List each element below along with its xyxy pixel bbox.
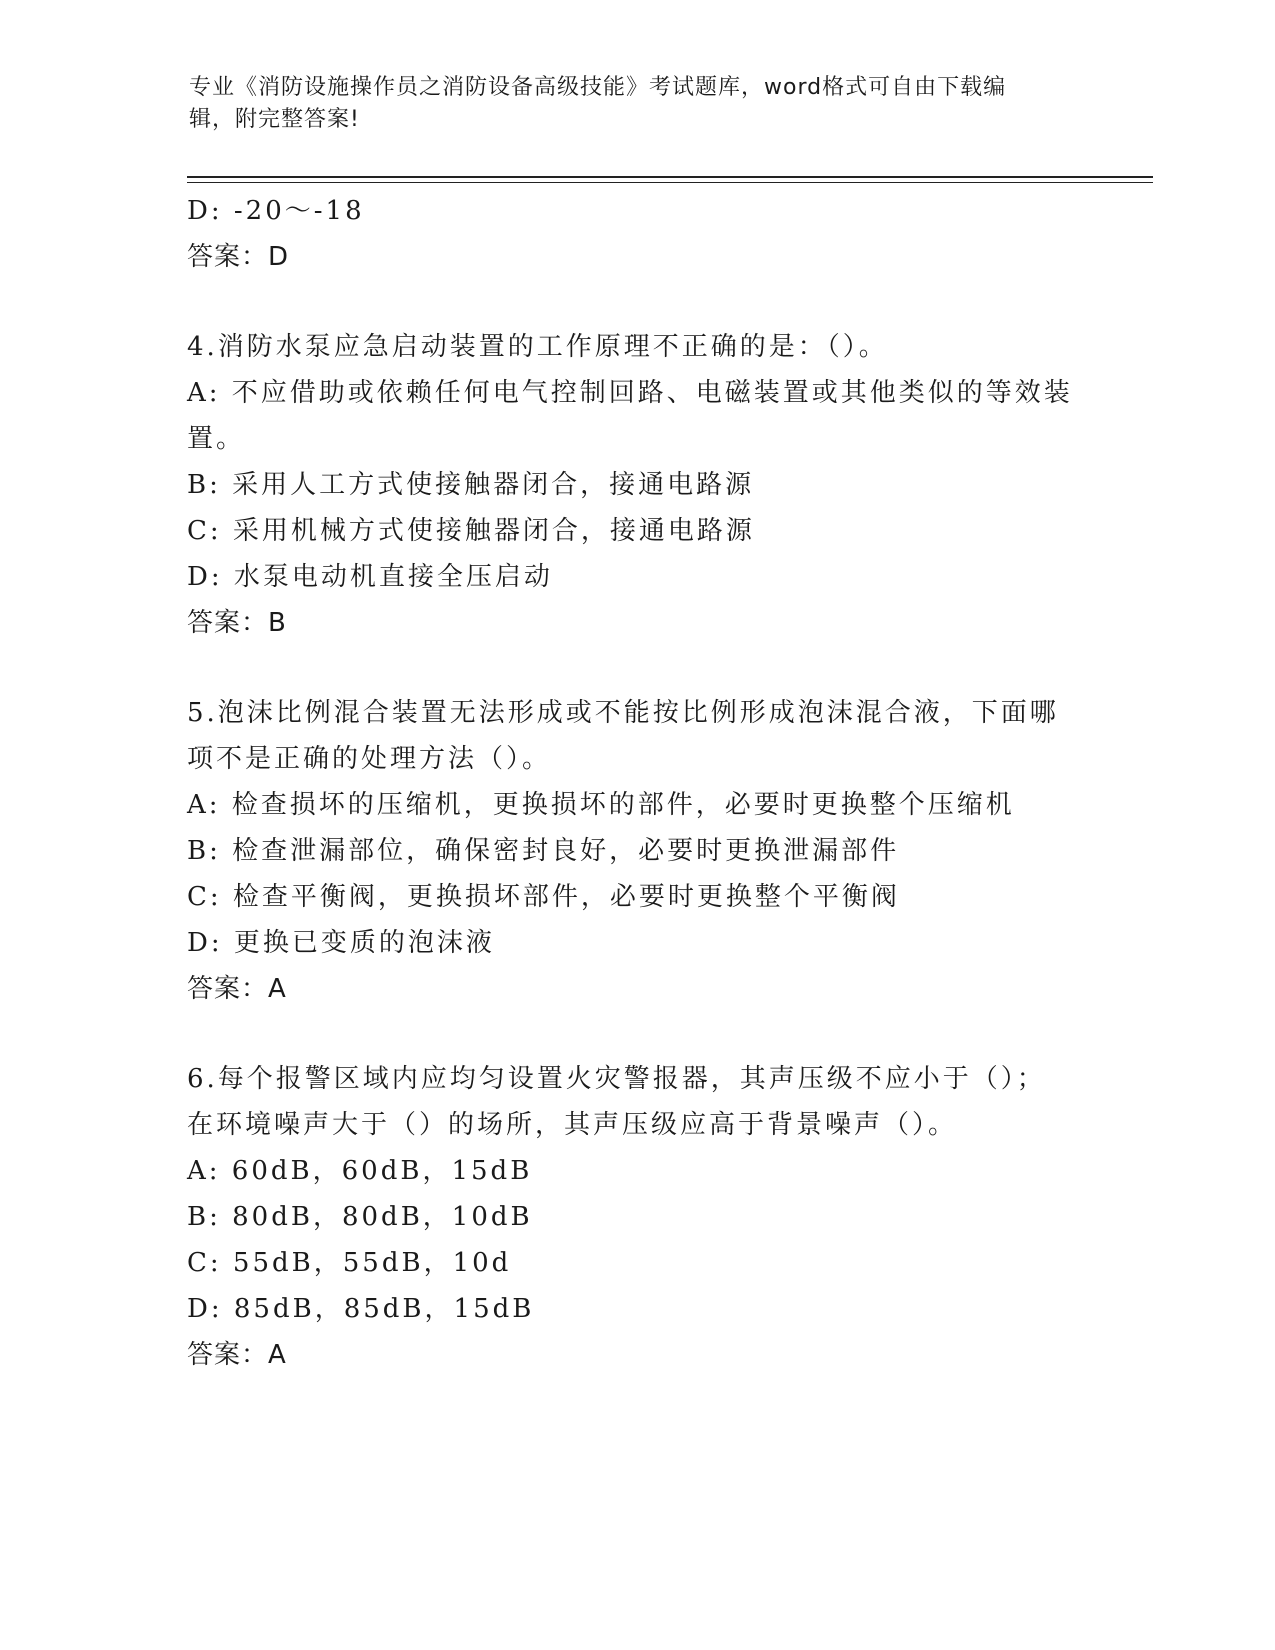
answer-line: 答案：D (187, 242, 290, 272)
option-d: D: 85dB，85dB，15dB (187, 1294, 535, 1324)
option-d: D: 水泵电动机直接全压启动 (187, 562, 553, 592)
option-d: D: -20～-18 (187, 196, 365, 226)
page-header (189, 72, 1079, 136)
question-content (187, 188, 1087, 1378)
option-d: D: 更换已变质的泡沫液 (187, 928, 495, 958)
option-a: A: 不应借助或依赖任何电气控制回路、电磁装置或其他类似的等效装 (187, 378, 1073, 408)
option-c: C: 检查平衡阀，更换损坏部件，必要时更换整个平衡阀 (187, 882, 900, 912)
question-4 (187, 324, 1087, 646)
option-b: B: 检查泄漏部位，确保密封良好，必要时更换泄漏部件 (187, 836, 900, 866)
spacer (187, 280, 1087, 324)
option-b: B: 80dB，80dB，10dB (187, 1202, 533, 1232)
question-6 (187, 1056, 1087, 1378)
answer-line: 答案：A (187, 974, 287, 1004)
header-divider-thin (187, 182, 1153, 183)
option-a-continued: 置。 (187, 424, 246, 454)
question-5 (187, 690, 1087, 1012)
question-stem-continued: 在环境噪声大于（）的场所，其声压级应高于背景噪声（）。 (187, 1110, 958, 1140)
option-c: C: 55dB，55dB，10d (187, 1248, 512, 1278)
option-b: B: 采用人工方式使接触器闭合，接通电路源 (187, 470, 755, 500)
question-stem: 6.每个报警区域内应均匀设置火灾警报器，其声压级不应小于（）； (187, 1064, 1046, 1094)
question-stem: 4.消防水泵应急启动装置的工作原理不正确的是：（）。 (187, 332, 888, 362)
option-a: A: 检查损坏的压缩机，更换损坏的部件，必要时更换整个压缩机 (187, 790, 1015, 820)
question-stem-continued: 项不是正确的处理方法（）。 (187, 744, 552, 774)
header-divider-thick (187, 176, 1153, 178)
spacer (187, 646, 1087, 690)
option-a: A: 60dB，60dB，15dB (187, 1156, 533, 1186)
option-c: C: 采用机械方式使接触器闭合，接通电路源 (187, 516, 755, 546)
header-line-2: 辑，附完整答案! (189, 107, 360, 132)
answer-line: 答案：B (187, 608, 287, 638)
answer-line: 答案：A (187, 1340, 287, 1370)
question-3-tail (187, 188, 1087, 280)
question-stem: 5.泡沫比例混合装置无法形成或不能按比例形成泡沫混合液，下面哪 (187, 698, 1059, 728)
spacer (187, 1012, 1087, 1056)
header-line-1: 专业《消防设施操作员之消防设备高级技能》考试题库，word格式可自由下载编 (189, 75, 1007, 100)
